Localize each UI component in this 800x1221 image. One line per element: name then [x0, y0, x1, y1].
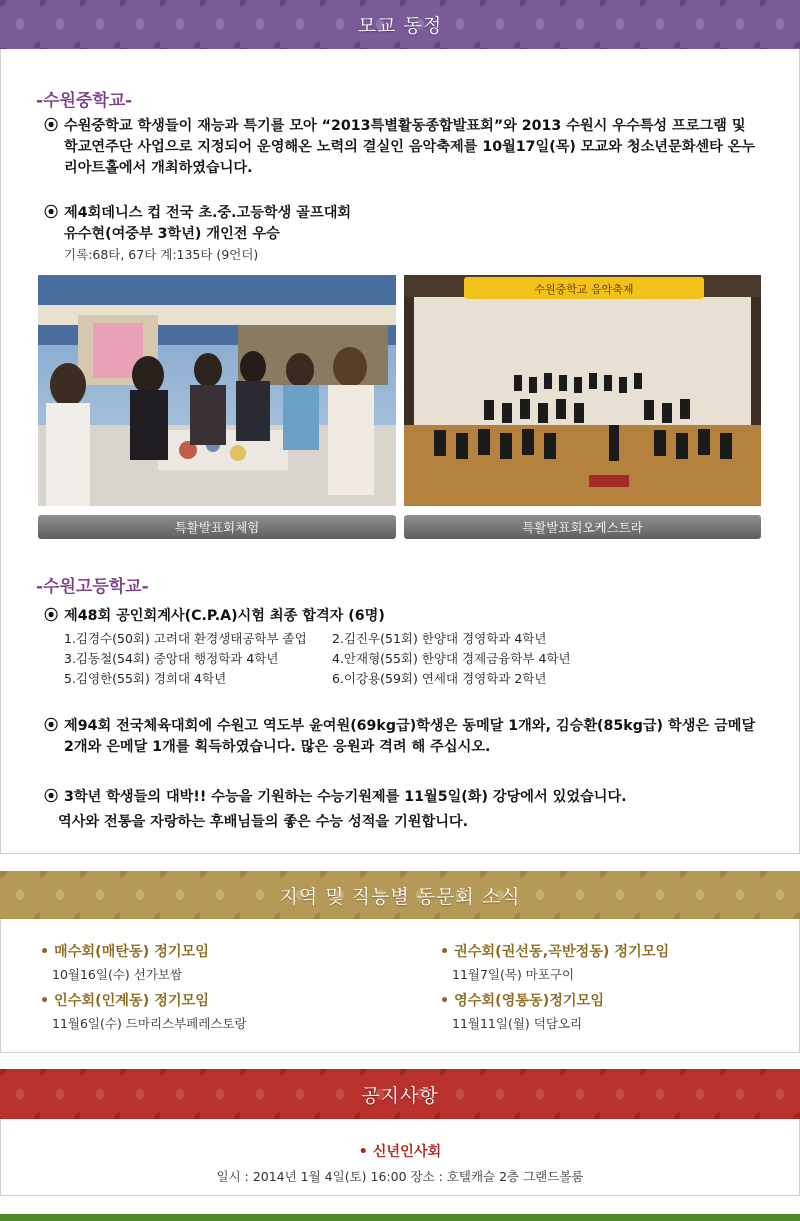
sports-text: 제94회 전국체육대회에 수원고 역도부 윤여원(69kg급)학생은 동메달 1개와, 김승환(85kg급) 학생은 금메달 2개와 은메달 1개를 획득하였습니다. 많은 응원과 격려 해 주십시오. [64, 718, 756, 755]
section-banner-notice [0, 1069, 800, 1119]
cpa-list-left [64, 629, 307, 689]
stage-banner-text: 수원중학교 음악축제 [534, 283, 634, 296]
list-item: 1.김경수(50회) 고려대 환경생태공학부 졸업 [64, 631, 307, 646]
meeting-title: • 인수회(인계동) 정기모임 [40, 993, 209, 1009]
meeting-date: 11월7일(목) 마포구이 [452, 967, 575, 982]
meeting-title: • 권수회(권선동,곡반정동) 정기모임 [440, 944, 670, 960]
cpa-title: 제48회 공인회계사(C.P.A)시험 최종 합격자 (6명) [64, 608, 385, 624]
list-item: 4.안재형(55회) 한양대 경제금융학부 4학년 [332, 651, 571, 666]
regional-panel [0, 919, 800, 1053]
list-item: 5.김영한(55회) 경희대 4학년 [64, 671, 227, 686]
exam-text-line2: 역사와 전통을 자랑하는 후배님들의 좋은 수능 성적을 기원합니다. [58, 814, 469, 830]
cpa-list-right [332, 629, 571, 689]
list-item: 2.김진우(51회) 한양대 경영학과 4학년 [332, 631, 547, 646]
news-text: 수원중학교 학생들이 재능과 특기를 모아 “2013특별활동종합발표회”와 2013 수원시 우수특성 프로그램 및 학교연주단 사업으로 지정되어 운영해온 노력의 결실인 음악축제를 10월17일(목) 모교와 청소년문화센타 온누리아트홀에서 개최하였습니다. [64, 118, 756, 176]
middle-school-heading: -수원중학교- [36, 91, 133, 111]
bullet-icon: ⦿ [44, 118, 59, 134]
news-item-music-festival [44, 116, 764, 179]
exam-text-line1: 3학년 학생들의 대박!! 수능을 기원하는 수능기원제를 11월5일(화) 강당에서 있었습니다. [64, 789, 627, 805]
meeting-title: • 영수회(영통동)정기모임 [440, 993, 605, 1009]
high-school-heading: -수원고등학교- [36, 577, 149, 597]
news-item-cpa [44, 606, 764, 627]
bullet-icon: ⦿ [44, 718, 59, 734]
bullet-icon: ⦿ [44, 205, 59, 221]
notice-title: • 신년인사회 [358, 1144, 442, 1160]
golf-record: 기록:68타, 67타 계:135타 (9언더) [64, 247, 259, 262]
list-item: 6.이강용(59회) 연세대 경영학과 2학년 [332, 671, 547, 686]
orchestra-photo-illustration [404, 275, 761, 506]
golf-winner: 유수현(여중부 3학년) 개인전 우승 [64, 226, 280, 242]
list-item: 3.김동철(54회) 중앙대 행정학과 4학년 [64, 651, 279, 666]
bullet-icon: ⦿ [44, 789, 59, 805]
section-banner-school-news [0, 0, 800, 49]
section-title: 공지사항 [361, 1084, 439, 1107]
meeting-date: 11월6일(수) 드마리스부페레스토랑 [52, 1016, 247, 1031]
news-item-golf [44, 203, 764, 264]
section-title: 지역 및 직능별 동문회 소식 [279, 885, 521, 908]
caption-activity-experience: 특활발표회체험 [38, 515, 396, 539]
meeting-title: • 매수회(매탄동) 정기모임 [40, 944, 209, 960]
section-banner-regional [0, 871, 800, 919]
photo-orchestra [404, 275, 761, 506]
section-title: 모교 동정 [357, 15, 443, 37]
news-item-exam [44, 787, 764, 833]
golf-title: 제4회데니스 컵 전국 초.중.고등학생 골프대회 [64, 205, 352, 221]
activity-photo-illustration [38, 275, 396, 506]
news-item-sports [44, 716, 764, 758]
bullet-icon: ⦿ [44, 608, 59, 624]
notice-info: 일시 : 2014년 1월 4일(토) 16:00 장소 : 호텔캐슬 2층 그랜드볼룸 [216, 1169, 584, 1184]
photo-activity-experience [38, 275, 396, 506]
meeting-date: 10월16일(수) 선가보쌈 [52, 967, 183, 982]
bottom-divider [0, 1214, 800, 1221]
caption-orchestra: 특활발표회오케스트라 [404, 515, 761, 539]
meeting-date: 11월11일(월) 덕담오리 [452, 1016, 583, 1031]
